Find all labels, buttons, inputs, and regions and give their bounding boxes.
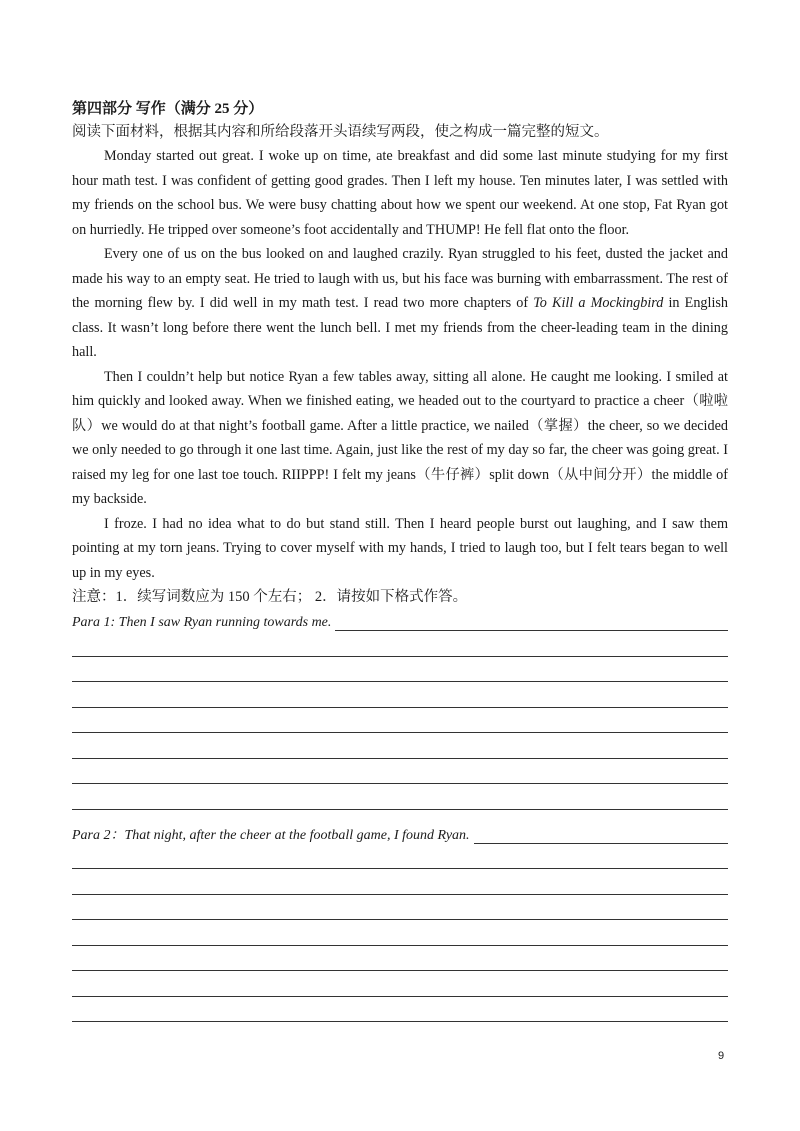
para1-answer-line[interactable] [72,631,728,657]
section-title: 第四部分 写作（满分 25 分） [72,101,264,117]
para1-answer-line[interactable] [72,733,728,759]
para2-prompt: Para 2：That night, after the cheer at the football game, I found Ryan. [72,827,470,843]
para1-answer-line[interactable] [72,682,728,708]
para2-answer-line[interactable] [72,971,728,997]
para1-first-blank-line[interactable] [335,616,728,631]
passage-paragraph-1: Monday started out great. I woke up on time, ate breakfast and did some last minute studying for my first hour math test. I was confident of getting good grades. Then I left my house. Ten minutes later, I was settled with my friends on the school bus. We were busy chatting about how we spent our weekend. At one stop, Fat Ryan got on hurriedly. He tripped over someone’s foot accidentally and THUMP! He fell flat onto the floor. [72,148,728,238]
para2-answer-line[interactable] [72,997,728,1023]
writing-note: 注意：1．续写词数应为 150 个左右； 2．请按如下格式作答。 [72,589,468,605]
para2-answer-line[interactable] [72,920,728,946]
para1-answer-line[interactable] [72,759,728,785]
passage-paragraph-4: I froze. I had no idea what to do but stand still. Then I heard people burst out laughing, and I saw them pointing at my torn jeans. Trying to cover myself with my hands, I tried to laugh too, but I felt tears began to well up in my eyes. [72,515,728,581]
para1-answer-line[interactable] [72,657,728,683]
passage-paragraph-3: Then I couldn’t help but notice Ryan a few tables away, sitting all alone. He caught me looking. I smiled at him quickly and looked away. When we finished eating, we headed out to the courtyard to practice a cheer（啦啦队）we would do at that night’s football game. After a little practice, we nailed（掌握）the cheer, so we decided we only needed to go through it one last time. Again, just like the rest of my day so far, the cheer was going great. I raised my leg for one last toe touch. RIIPPP! I felt my jeans（牛仔裤）split down（从中间分开）the middle of my backside. [72,368,728,507]
para1-prompt: Para 1: Then I saw Ryan running towards me. [72,615,332,630]
page-number: 9 [718,1050,725,1062]
para1-prompt-row [72,609,728,631]
para2-answer-line[interactable] [72,895,728,921]
para2-prompt-row [72,822,728,844]
para2-answer-line[interactable] [72,869,728,895]
para1-answer-line[interactable] [72,784,728,810]
para2-first-blank-line[interactable] [474,829,728,844]
para2-answer-line[interactable] [72,844,728,870]
exam-page [72,98,728,1022]
passage-paragraph-2: Every one of us on the bus looked on and laughed crazily. Ryan struggled to his feet, dusted the jacket and made his way to an empty seat. He tried to laugh with us, but his face was burning with embarrassment. The rest of the morning flew by. I did well in my math test. I read two more chapters of To Kill a Mockingbird in English class. It wasn’t long before there went the lunch bell. I met my friends from the cheer-leading team in the dining hall. [72,246,729,360]
para2-answer-line[interactable] [72,946,728,972]
instruction: 阅读下面材料，根据其内容和所给段落开头语续写两段，使之构成一篇完整的短文。 [72,124,609,140]
para1-answer-line[interactable] [72,708,728,734]
book-title: To Kill a Mockingbird [533,295,664,311]
